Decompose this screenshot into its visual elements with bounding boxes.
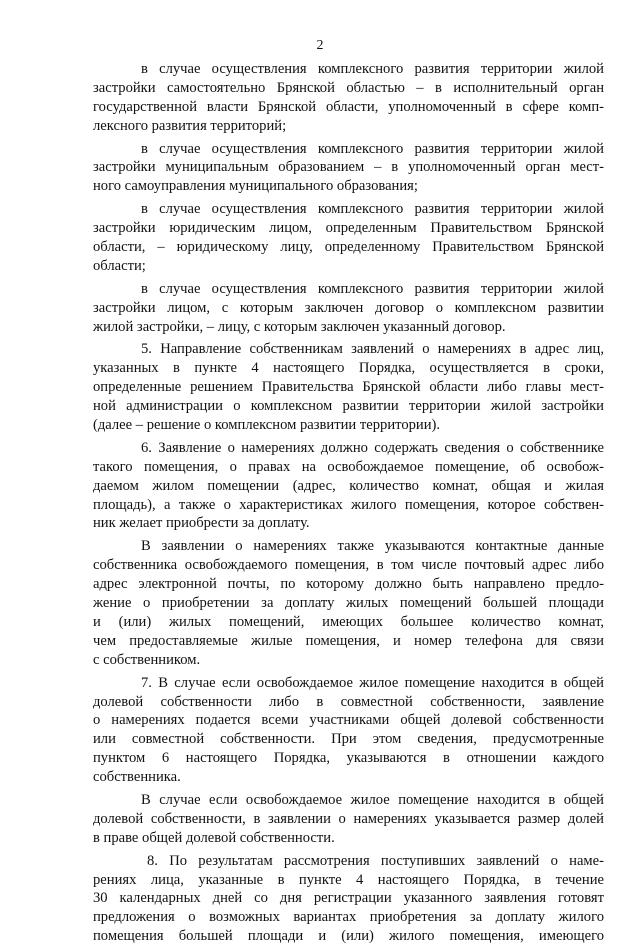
text-line: предложения о возможных вариантах приобретения за доплату жилого <box>93 909 604 926</box>
text-line: (далее – решение о комплексном развитии территории). <box>93 417 441 434</box>
text-line: помещения большей площади и (или) жилого помещения, имеющего <box>93 928 604 945</box>
text-line: адрес электронной почты, по которому должно быть направлено предло- <box>93 576 604 593</box>
document-body <box>93 60 604 950</box>
text-line: в случае осуществления комплексного развития территории жилой <box>141 61 604 77</box>
text-line: жение о приобретении за доплату жилых помещений большей площади <box>93 595 604 612</box>
paragraph <box>93 674 604 787</box>
text-line: ной администрации о комплексном развитии территории жилой застройки <box>93 398 604 415</box>
text-line: застройки юридическим лицом, определенным Правительством Брянской <box>93 220 604 237</box>
text-line: застройки лицом, с которым заключен договор о комплексном развитии <box>93 299 604 316</box>
text-line: ного самоуправления муниципального образования; <box>93 178 418 195</box>
text-line: ник желает приобрести за доплату. <box>93 515 310 532</box>
text-line: В случае если освобождаемое жилое помещение находится в общей <box>141 791 604 808</box>
paragraph <box>93 439 604 533</box>
text-line: или совместной собственности. При этом сведения, предусмотренные <box>93 731 604 748</box>
text-line: лексного развития территорий; <box>93 117 287 134</box>
text-line: области; <box>93 257 146 274</box>
text-line: в случае осуществления комплексного развития территории жилой <box>141 140 604 157</box>
text-line: жилой застройки, – лицу, с которым заключен указанный договор. <box>93 318 506 335</box>
text-line: в случае осуществления комплексного развития территории жилой <box>141 201 604 218</box>
text-line: в случае осуществления комплексного развития территории жилой <box>141 280 604 297</box>
text-line: площадь), а также о характеристиках жилого помещения, которое собствен- <box>93 496 604 513</box>
text-line: 6. Заявление о намерениях должно содержать сведения о собственнике <box>141 439 604 456</box>
text-line: собственника освобождаемого помещения, в том числе почтовый адрес либо <box>93 557 604 574</box>
text-line: рениях лица, указанные в пункте 4 настоящего Порядка, в течение <box>93 871 604 888</box>
text-line: с собственником. <box>93 651 201 668</box>
text-line: указанных в пункте 4 настоящего Порядка, осуществляется в сроки, <box>93 360 604 377</box>
text-line: собственника. <box>93 769 181 786</box>
text-line: 8. По результатам рассмотрения поступивших заявлений о наме- <box>147 852 604 869</box>
paragraph <box>93 60 604 136</box>
text-line: даемом жилом помещении (адрес, количество комнат, общая и жилая <box>93 477 604 494</box>
text-line: области, – юридическому лицу, определенному Правительством Брянской <box>93 239 604 256</box>
text-line: долевой собственности, в заявлении о намерениях указывается размер долей <box>93 810 604 827</box>
paragraph <box>93 791 604 848</box>
text-line: о намерениях подается всеми участниками общей долевой собственности <box>93 712 604 729</box>
text-line: застройки муниципальным образованием – в уполномоченный орган мест- <box>93 159 604 176</box>
paragraph <box>93 280 604 337</box>
text-line: и (или) жилых помещений, имеющих большее количество комнат, <box>93 613 604 630</box>
paragraph <box>93 537 604 669</box>
text-line: застройки самостоятельно Брянской областью – в исполнительный орган <box>93 79 604 96</box>
paragraph <box>93 852 604 946</box>
text-line: долевой собственности либо в совместной собственности, заявление <box>93 693 604 710</box>
page-number: 2 <box>316 38 324 53</box>
text-line: определенные решением Правительства Брянской области либо главы мест- <box>93 379 604 396</box>
text-line: такого помещения, о правах на освобождаемое помещение, об освобож- <box>93 458 604 475</box>
text-line: чем предоставляемые жилые помещения, и номер телефона для связи <box>93 632 604 649</box>
text-line: пунктом 6 настоящего Порядка, указываются в отношении каждого <box>93 750 604 767</box>
paragraph <box>93 340 604 434</box>
text-line: государственной власти Брянской области, уполномоченный в сфере комп- <box>93 98 604 115</box>
text-line: 5. Направление собственникам заявлений о намерениях в адрес лиц, <box>141 341 604 358</box>
text-line: 7. В случае если освобождаемое жилое помещение находится в общей <box>141 674 604 691</box>
text-line: 30 календарных дней со дня регистрации указанного заявления готовят <box>93 890 604 907</box>
text-line: В заявлении о намерениях также указываются контактные данные <box>141 538 604 555</box>
paragraph <box>93 200 604 276</box>
paragraph <box>93 140 604 197</box>
text-line: в праве общей долевой собственности. <box>93 829 335 846</box>
